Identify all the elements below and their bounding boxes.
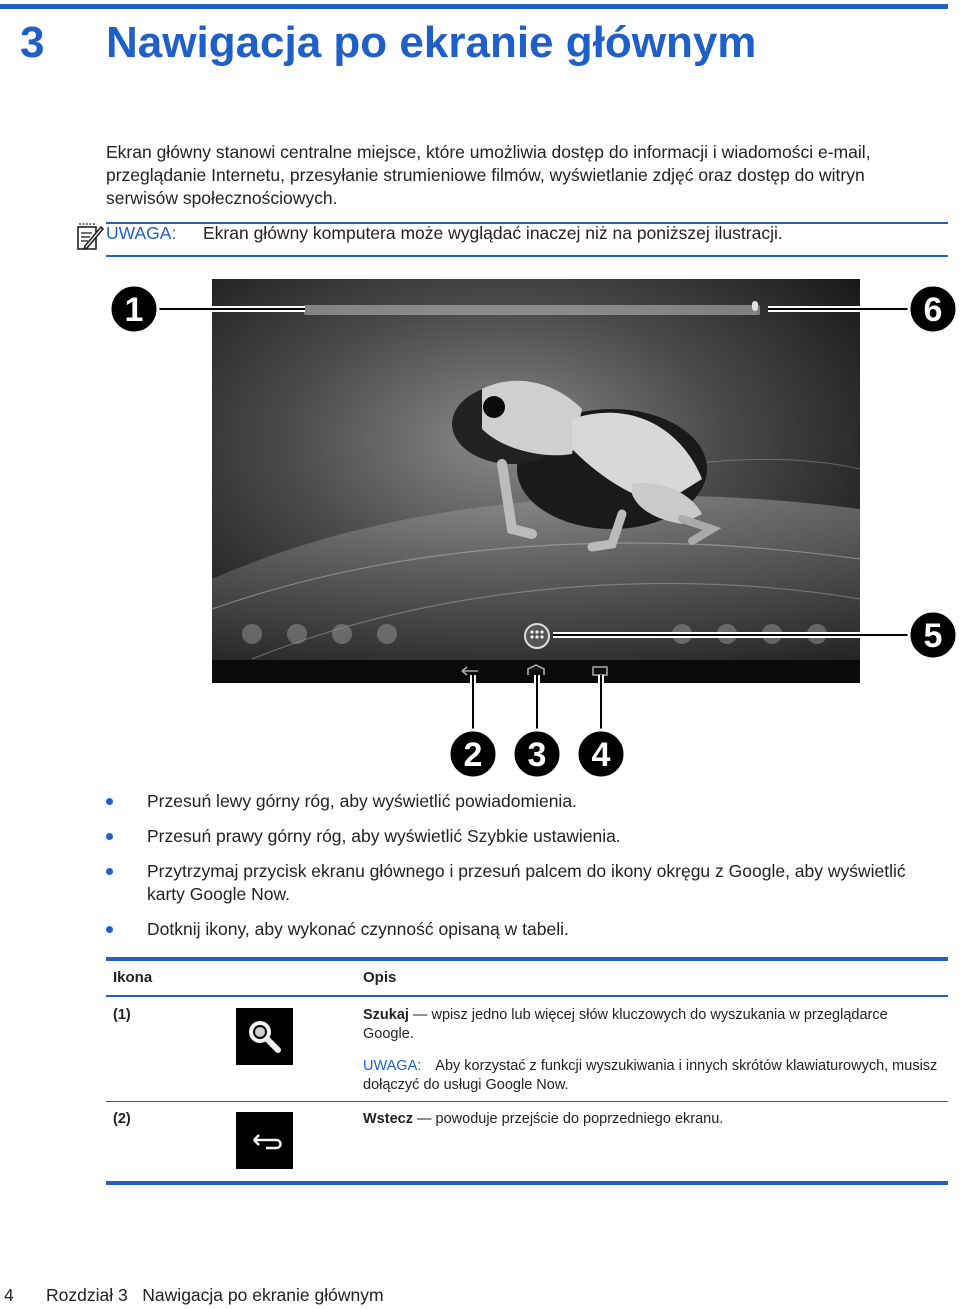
list-item-text: Dotknij ikony, aby wykonać czynność opisaną w tabeli. xyxy=(147,919,569,939)
row-1-description xyxy=(363,1006,938,1044)
callout-3 xyxy=(513,730,561,778)
bullet-dot xyxy=(106,798,113,805)
list-item-text: Przesuń prawy górny róg, aby wyświetlić Szybkie ustawienia. xyxy=(147,826,621,846)
intro-paragraph: Ekran główny stanowi centralne miejsce, które umożliwia dostęp do informacji i wiadomości e-mail, przeglądanie Internetu, przesyłanie strumieniowe filmów, wyświetlanie zdjęć oraz dostęp do witryn serwisów społecznościowych. xyxy=(106,142,871,208)
chapter-top-rule xyxy=(0,4,948,9)
note-label: UWAGA: xyxy=(106,223,177,243)
callout-1-label: 1 xyxy=(124,291,144,329)
row-2-description xyxy=(363,1110,938,1129)
note-pencil-icon xyxy=(76,222,104,252)
note-text: Ekran główny komputera może wyglądać inaczej niż na poniższej ilustracji. xyxy=(203,223,783,243)
row-1-note-label: UWAGA: xyxy=(363,1058,422,1074)
table-top-rule xyxy=(106,957,948,961)
table-bottom-rule xyxy=(106,1181,948,1185)
callout-6 xyxy=(909,285,957,333)
callout-2-label: 2 xyxy=(463,736,483,774)
callout-1 xyxy=(110,285,158,333)
footer-chapter-title: Rozdział 3 Nawigacja po ekranie głównym xyxy=(46,1285,384,1305)
list-item xyxy=(106,790,906,813)
callout-5-label: 5 xyxy=(923,617,943,655)
list-item xyxy=(106,918,906,941)
callout-3-label: 3 xyxy=(527,736,547,774)
note-bottom-rule xyxy=(106,255,948,257)
page-number: 4 xyxy=(4,1285,14,1305)
callout-4 xyxy=(577,730,625,778)
row-2-desc-text: — powoduje przejście do poprzedniego ekranu. xyxy=(412,1111,724,1127)
table-header-rule xyxy=(106,995,948,997)
bullet-dot xyxy=(106,926,113,933)
bullet-dot xyxy=(106,833,113,840)
callout-5 xyxy=(909,611,957,659)
back-arrow-icon xyxy=(236,1112,293,1169)
instruction-list xyxy=(106,790,906,953)
list-item xyxy=(106,825,906,848)
row-2-term: Wstecz xyxy=(363,1111,413,1127)
search-icon xyxy=(236,1008,293,1065)
list-item-text: Przytrzymaj przycisk ekranu głównego i przesuń palcem do ikony okręgu z Google, aby wyświetlić karty Google Now. xyxy=(147,861,906,904)
row-2-number: (2) xyxy=(113,1111,131,1127)
bullet-dot xyxy=(106,868,113,875)
row-1-number: (1) xyxy=(113,1007,131,1023)
table-header-icon: Ikona xyxy=(113,969,153,986)
row-1-note xyxy=(363,1057,938,1095)
callout-2 xyxy=(449,730,497,778)
list-item xyxy=(106,860,906,906)
table-header-description: Opis xyxy=(363,969,397,986)
table-row-divider xyxy=(106,1101,948,1102)
chapter-number: 3 xyxy=(20,18,45,67)
row-1-desc-text: — wpisz jedno lub więcej słów kluczowych do wyszukania w przeglądarce Google. xyxy=(363,1007,888,1042)
row-1-term: Szukaj xyxy=(363,1007,409,1023)
callout-6-label: 6 xyxy=(923,291,943,329)
row-1-note-text: Aby korzystać z funkcji wyszukiwania i innych skrótów klawiaturowych, musisz dołączyć do usługi Google Now. xyxy=(363,1058,938,1093)
callout-4-label: 4 xyxy=(591,736,611,774)
list-item-text: Przesuń lewy górny róg, aby wyświetlić powiadomienia. xyxy=(147,791,577,811)
chapter-title: Nawigacja po ekranie głównym xyxy=(106,18,757,67)
callouts-overlay xyxy=(0,270,960,790)
